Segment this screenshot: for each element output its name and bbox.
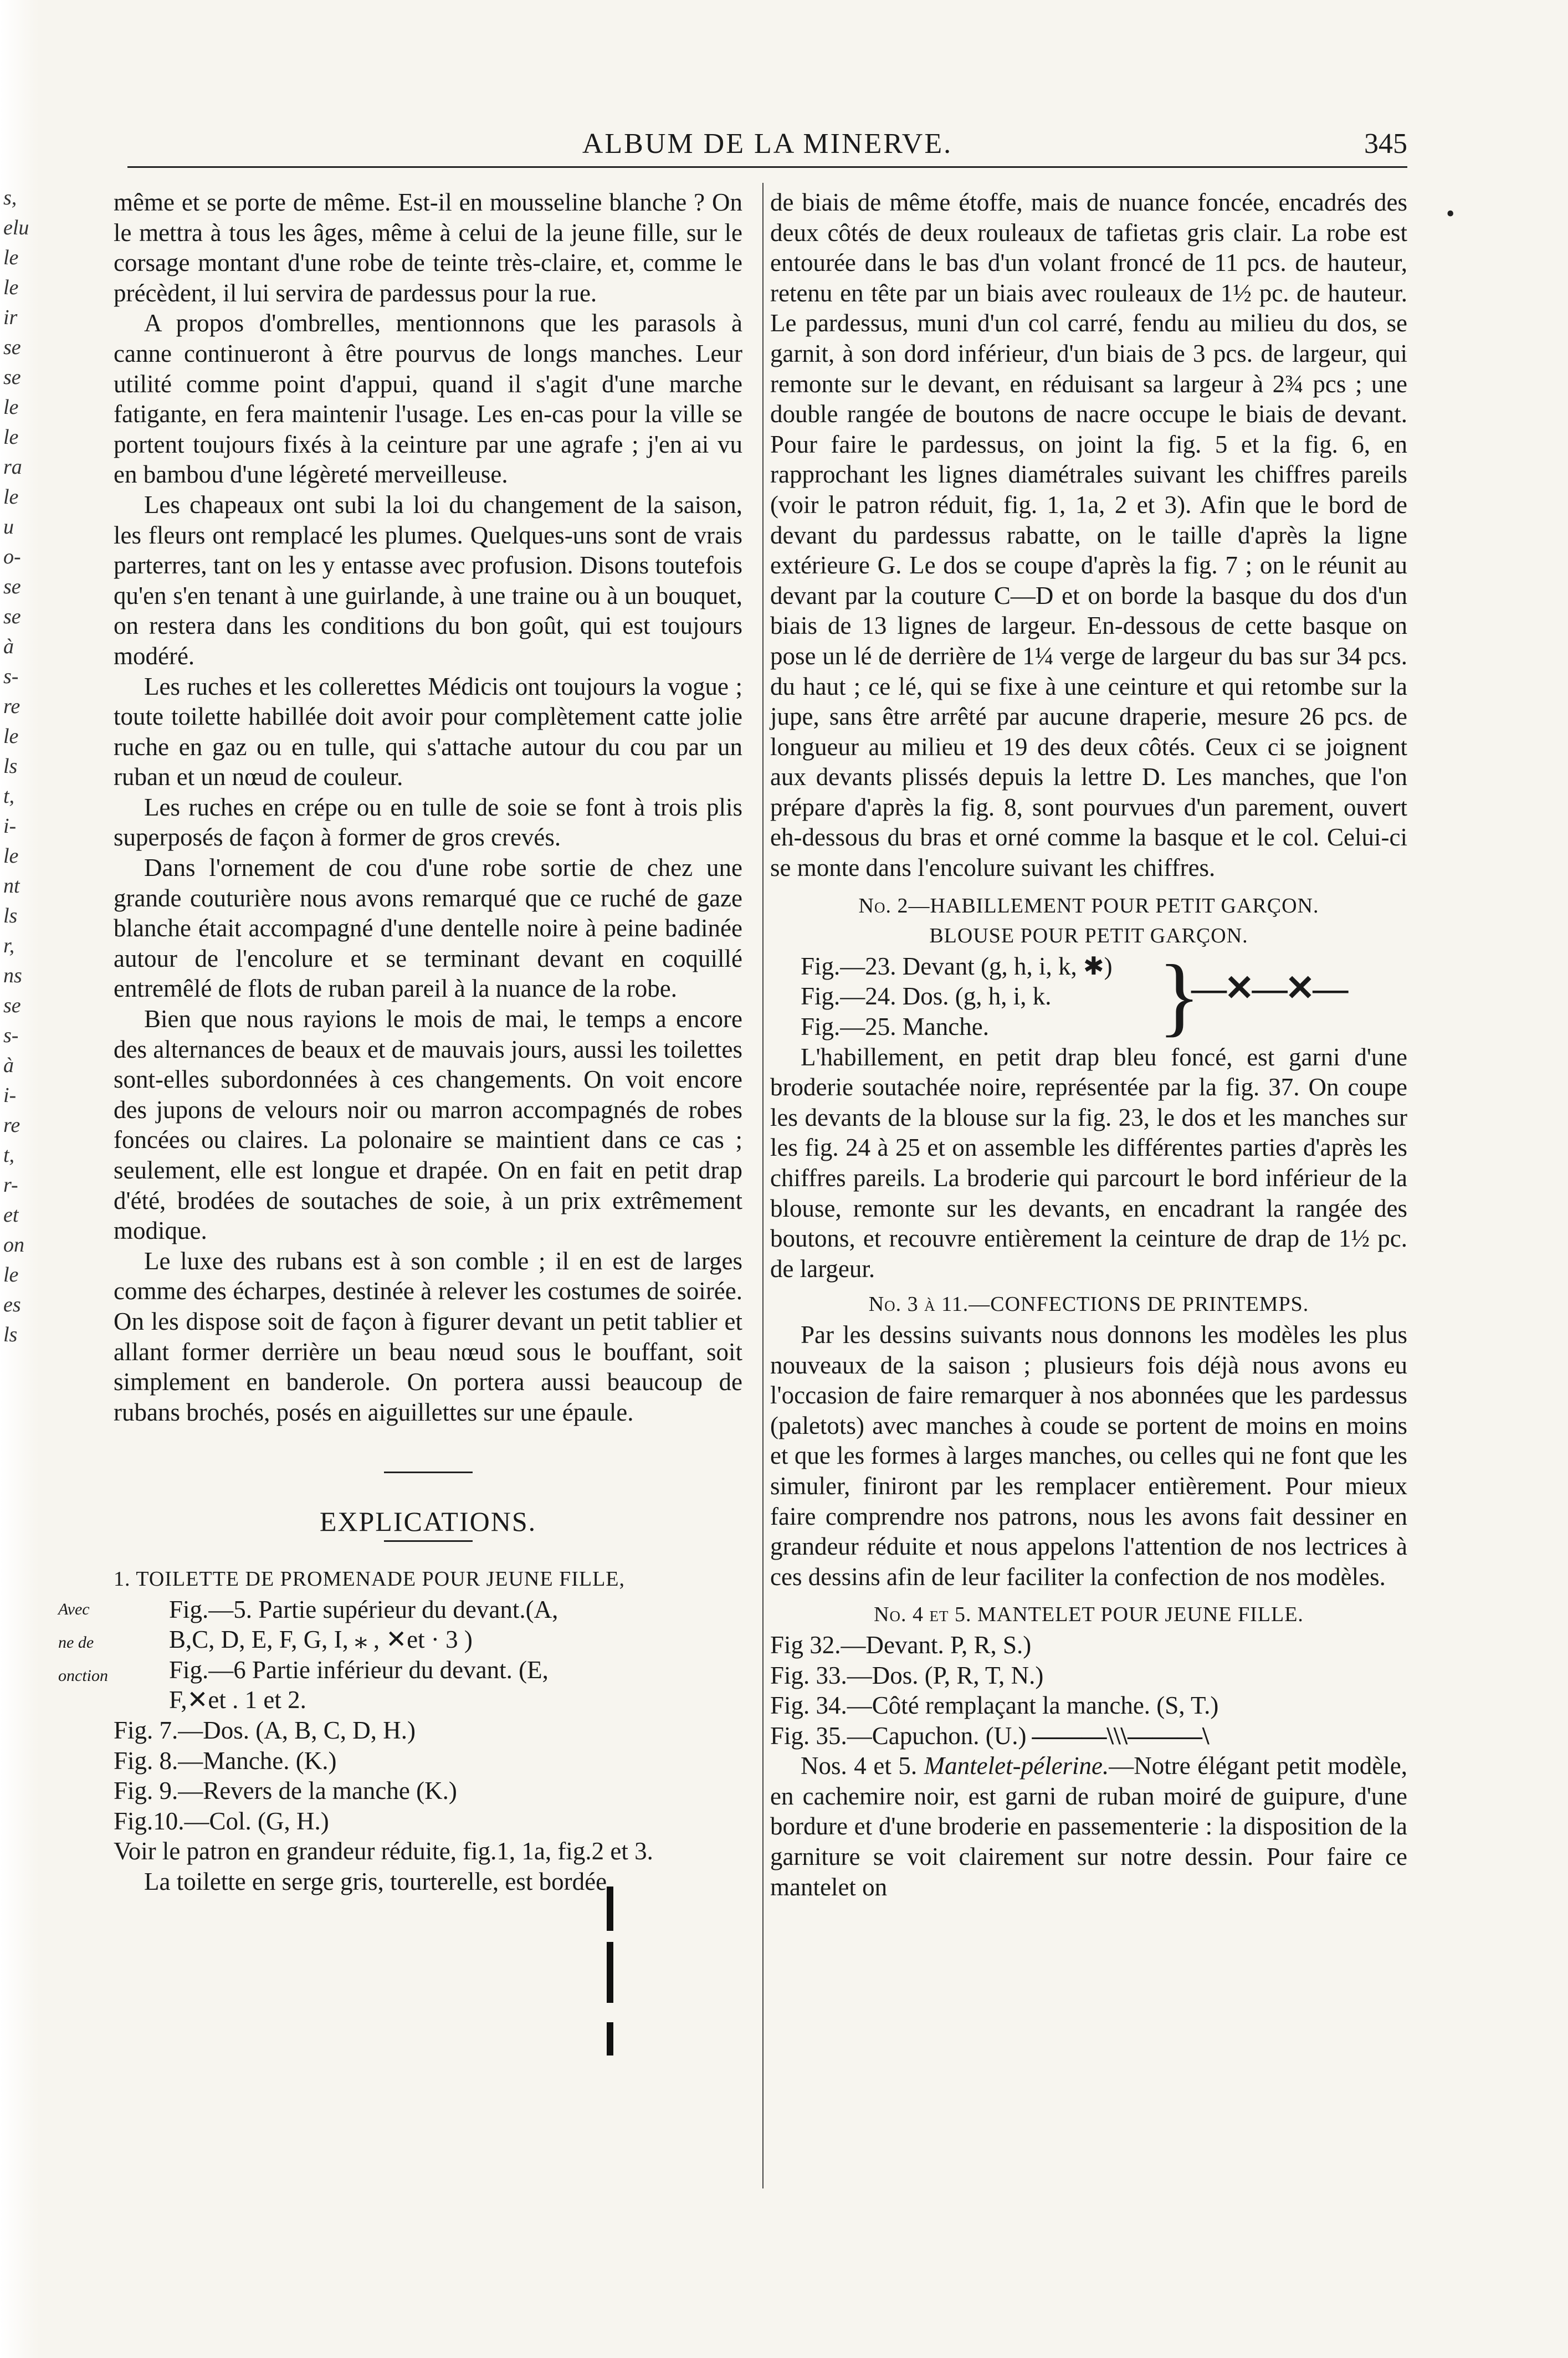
fig-line: Fig. 9.—Revers de la manche (K.) [114, 1777, 457, 1805]
gutter-fragment: le [3, 246, 19, 269]
fig-line: Fig. 7.—Dos. (A, B, C, D, H.) [114, 1716, 416, 1744]
gutter-fragment: le [3, 485, 19, 509]
header-rule [127, 166, 1407, 168]
gutter-fragment: à [3, 1054, 14, 1077]
item3-heading: No. 3 à 11.—CONFECTIONS DE PRINTEMPS. [868, 1293, 1309, 1316]
item4-figure-list [770, 1630, 1407, 1751]
side-label: Avec [58, 1600, 90, 1618]
gutter-fragment: elu [3, 216, 29, 239]
paragraph: L'habillement, en petit drap bleu foncé, est garni d'une broderie soutachée noire, représentée par la fig. 37. On coupe les devants de la blouse sur la fig. 23, le dos et les manches sur les fig. 24 à 25 et on assemble les différentes parties d'après les chiffres pareils. La broderie qui parcourt le bord inférieur de la blouse, remonte sur les devants, en encadrant la rangée des boutons, et recouvre entièrement la ceinture de drap de 1½ pc. de largeur. [770, 1043, 1407, 1283]
fig-line: B,C, D, E, F, G, I, ⁎ , ✕et · 3 ) [169, 1626, 473, 1654]
paragraph: même et se porte de même. Est-il en mousseline blanche ? On le mettra à tous les âges, même à celui de la jeune fille, sur le corsage montant d'une robe de teinte très-claire, et, comme le précèdent, il lui servira de pardessus pour la rue. [114, 188, 742, 307]
gutter-fragment: ns [3, 964, 22, 987]
fig-line: Voir le patron en grandeur réduite, fig.1, 1a, fig.2 et 3. [114, 1837, 653, 1865]
paragraph: Par les dessins suivants nous donnons les modèles les plus nouveaux de la saison ; plusieurs fois déjà nous avons eu l'occasion de faire remarquer à nos abonnées que les pardessus (paletots) avec manches à coude se portent de moins en moins et que les formes à larges manches, ou celles qui ne font que les simuler, finiront par les remplacer entièrement. Pour mieux faire comprendre nos patrons, nous les avons fait dessiner en grandeur réduite et nous appelons l'attention de nos lectrices à ces dessins afin de leur faciliter la confection de nos modèles. [770, 1320, 1407, 1591]
item2-figure-list [770, 946, 1407, 1045]
paragraph: Les ruches et les collerettes Médicis ont toujours la vogue ; toute toilette habillée doit avoir pour complètement catte jolie ruche en gaz ou en tulle, qui s'attache autour du cou par un ruban et un nœud de couleur. [114, 672, 742, 791]
item4-heading: No. 4 et 5. MANTELET POUR JEUNE FILLE. [874, 1603, 1304, 1627]
gutter-fragment: re [3, 1114, 21, 1137]
paragraph: La toilette en serge gris, tourterelle, est bordée [144, 1867, 607, 1895]
right-column [770, 187, 1407, 1902]
gutter-fragment: on [3, 1233, 24, 1257]
gutter-fragment: s- [3, 665, 19, 688]
brace: } [1158, 946, 1201, 1045]
item1-heading: 1. TOILETTE DE PROMENADE POUR JEUNE FILLE, [114, 1567, 625, 1591]
facing-page-fragments [3, 183, 37, 1350]
gutter-fragment: le [3, 1263, 19, 1286]
gutter-fragment: ir [3, 306, 18, 329]
gutter-fragment: o- [3, 545, 21, 568]
paragraph: Dans l'ornement de cou d'une robe sortie de chez une grande couturière nous avons remarqué que ce ruché de gaze blanche était accompagné d'une dentelle noire à peine badinée autour de l'encolure et se terminant devant en coquillé entremêlé de flots de ruban pareil à la nuance de la robe. [114, 854, 742, 1003]
gutter-fragment: et [3, 1203, 19, 1227]
embroidery-symbol: ———\\\———\ [1032, 1721, 1210, 1750]
fig-line: Fig. 33.—Dos. (P, R, T, N.) [770, 1661, 1044, 1689]
gutter-fragment: i- [3, 1084, 17, 1107]
gutter-fragment: es [3, 1293, 21, 1316]
paragraph: de biais de même étoffe, mais de nuance foncée, encadrés des deux côtés de deux rouleaux de tafietas gris clair. La robe est entourée dans le bas d'un volant froncé de 11 pcs. de hauteur, retenu en tête par un biais avec rouleaux de 1½ pc. de hauteur. Le pardessus, muni d'un col carré, fendu au milieu du dos, se garnit, à son dord inférieur, d'un biais de 3 pcs. de largeur, qui remonte sur le devant, en réduisant sa largeur à 2¾ pcs ; une double rangée de boutons de nacre occupe le biais de devant. Pour faire le pardessus, on joint la fig. 5 et la fig. 6, en rapprochant les lignes diamétrales suivant les chiffres pareils (voir le patron réduit, fig. 1, 1a, 2 et 3). Afin que le bord de devant du pardessus rabatte, on le taille d'après la ligne extérieure G. Le dos se coupe d'après la fig. 7 ; on le réunit au devant par la couture C—D et on borde la basque du dos d'un biais de 13 lignes de largeur. En-dessous de cette basque on pose un lé de derrière de 1¼ verge de largeur du bas sur 34 pcs. du haut ; ce lé, qui se fixe à une ceinture et qui retombe sur la jupe, sans être arrêté par aucune draperie, mesure 26 pcs. de longueur au milieu et 19 des deux côtés. Ceux ci se joignent aux devants plissés depuis la lettre D. Les manches, que l'on prépare d'après la fig. 8, sont pourvues d'un parement, ouvert eh-dessous du bras et orné comme la basque et le col. Celui-ci se monte dans l'encolure suivant les chiffres. [770, 188, 1407, 882]
gutter-fragment: le [3, 396, 19, 419]
fig-line: Fig 32.—Devant. P, R, S.) [770, 1631, 1032, 1659]
paragraph: Les ruches en crépe ou en tulle de soie se font à trois plis superposés de façon à former de gros crevés. [114, 793, 742, 852]
margin-bar [607, 1942, 613, 2003]
item2-subheading: BLOUSE POUR PETIT GARÇON. [929, 924, 1248, 948]
side-label: ne de [58, 1633, 94, 1652]
item4-lead: Nos. 4 et 5. [801, 1752, 918, 1780]
gutter-fragment: ls [3, 1323, 18, 1346]
margin-bar [607, 1887, 613, 1931]
gutter-fragment: s- [3, 1024, 19, 1047]
paragraph: A propos d'ombrelles, mentionnons que les parasols à canne continueront à être pourvus de longs manches. Leur utilité comme point d'appui, quand il s'agit d'une marche fatigante, en fera maintenir l'usage. Les en-cas pour la ville se portent toujours fixés à la ceinture par une agrafe ; j'en ai vu en bambou d'une légèreté merveilleuse. [114, 309, 742, 489]
gutter-fragment: se [3, 994, 21, 1017]
gutter-fragment: nt [3, 874, 20, 898]
fig-line: Fig.—5. Partie supérieur du devant.(A, [169, 1595, 558, 1623]
margin-mark: • [1446, 200, 1455, 227]
item1-figure-list-cont [114, 1715, 742, 1867]
gutter-fragment: ra [3, 455, 22, 479]
page-number: 345 [1364, 128, 1407, 160]
gutter-fragment: le [3, 725, 19, 748]
gutter-fragment: ls [3, 755, 18, 778]
paragraph: Le luxe des rubans est à son comble ; il en est de larges comme des écharpes, destinée à relever les costumes de soirée. On les dispose soit de façon à figurer devant un petit tablier et allant former derrière un beau nœud sous le bouffant, soit simplement en banderole. On portera aussi beaucoup de rubans brochés, posés en aiguillettes sur une épaule. [114, 1247, 742, 1426]
gutter-fragment: le [3, 844, 19, 868]
item1-figure-list [58, 1595, 742, 1715]
fig-text: Fig. 35.—Capuchon. (U.) [770, 1721, 1027, 1750]
embroidery-symbol: —✕—✕— [1191, 968, 1346, 1008]
explications-heading: EXPLICATIONS. [319, 1506, 537, 1537]
side-label: onction [58, 1666, 108, 1685]
fig-line: Fig.—25. Manche. [801, 1013, 989, 1041]
page-header [127, 127, 1407, 172]
gutter-fragment: r- [3, 1173, 18, 1197]
gutter-fragment: u [3, 515, 14, 539]
item2-heading: No. 2—HABILLEMENT POUR PETIT GARÇON. [858, 894, 1319, 917]
gutter-fragment: le [3, 426, 19, 449]
fig-line: Fig.10.—Col. (G, H.) [114, 1807, 329, 1835]
gutter-fragment: se [3, 575, 21, 598]
item4-text: —Notre élégant petit modèle, en cachemire noir, est garni de ruban moiré de guipure, d'une bordure et d'une broderie en passementerie : la disposition de la garniture se voit clairement sur notre dessin. Pour faire ce mantelet on [770, 1752, 1407, 1901]
section-rule [384, 1540, 473, 1542]
left-column [58, 187, 742, 1896]
fig-line: Fig. 34.—Côté remplaçant la manche. (S, T.) [770, 1691, 1219, 1720]
gutter-fragment: s, [3, 186, 17, 209]
paragraph [770, 1751, 1407, 1902]
gutter-fragment: t, [3, 1144, 15, 1167]
gutter-fragment: à [3, 635, 14, 658]
margin-bar [607, 2022, 613, 2055]
fig-line: Fig.—23. Devant (g, h, i, k, ✱) [801, 952, 1113, 980]
fig-line [770, 1721, 1407, 1751]
gutter-fragment: r, [3, 934, 15, 957]
gutter-fragment: re [3, 695, 21, 718]
running-title: ALBUM DE LA MINERVE. [582, 128, 953, 160]
paragraph: Les chapeaux ont subi la loi du changement de la saison, les fleurs ont remplacé les plumes. Quelques-uns sont de vrais parterres, tant on les y entasse avec profusion. Disons toutefois qu'en s'en tenant à une guirlande, à une traine ou à un bouquet, on restera dans les conditions du bon goût, qui est toujours modéré. [114, 490, 742, 670]
gutter-fragment: ls [3, 904, 18, 927]
gutter-fragment: se [3, 336, 21, 359]
fig-line: F,✕et . 1 et 2. [169, 1686, 306, 1714]
gutter-fragment: i- [3, 814, 17, 838]
fig-line: Fig.—24. Dos. (g, h, i, k. [801, 982, 1052, 1011]
item4-title: Mantelet-pélerine. [924, 1752, 1109, 1780]
gutter-fragment: le [3, 276, 19, 299]
fig-line: Fig. 8.—Manche. (K.) [114, 1746, 337, 1775]
paragraph: Bien que nous rayions le mois de mai, le temps a encore des alternances de beaux et de mauvais jours, aussi les toilettes sont-elles subordonnées à ces changements. On voit encore des jupons de velours noir ou marron accompagnés de robes foncées ou claires. La polonaire se maintient dans ce cas ; seulement, elle est longue et drapée. On en fait en petit drap d'été, brodées de soutaches de soie, à un prix extrêmement modique. [114, 1005, 742, 1245]
gutter-fragment: se [3, 366, 21, 389]
fig-line: Fig.—6 Partie inférieur du devant. (E, [169, 1655, 549, 1684]
gutter-fragment: se [3, 605, 21, 628]
gutter-fragment: t, [3, 785, 15, 808]
section-rule [384, 1472, 473, 1473]
column-divider [762, 183, 763, 2188]
